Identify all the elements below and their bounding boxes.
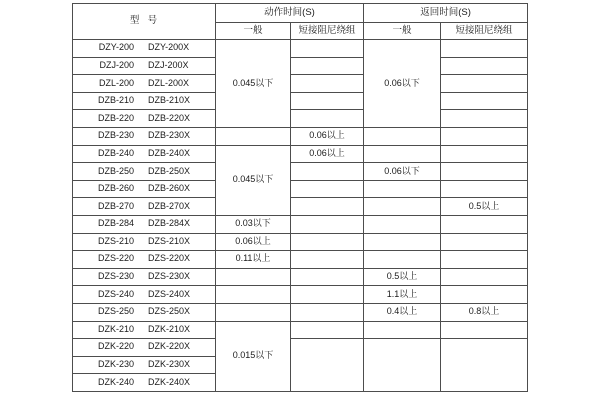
table-row <box>73 145 528 163</box>
cell-action-damping <box>291 40 364 58</box>
cell-action-damping <box>291 198 364 216</box>
cell-action-general: 0.06以上 <box>216 233 291 251</box>
model-pair <box>73 272 215 282</box>
header-action-time: 动作时间(S) <box>216 4 364 23</box>
header-action-damping: 短接阻尼绕组 <box>291 23 364 40</box>
model-name: DZY-200 <box>98 42 134 53</box>
header-row-1 <box>73 4 528 23</box>
cell-action-damping <box>291 215 364 233</box>
table-row <box>73 268 528 286</box>
model-name-x: DZB-220X <box>147 112 191 123</box>
cell-model <box>73 180 216 198</box>
model-name-x: DZB-260X <box>147 183 191 194</box>
cell-model <box>73 75 216 93</box>
cell-return-general <box>364 198 441 216</box>
model-name-x: DZB-270X <box>147 200 191 211</box>
cell-model <box>73 215 216 233</box>
model-pair <box>73 114 215 124</box>
cell-return-general <box>364 145 441 163</box>
cell-return-damping <box>441 110 528 128</box>
cell-action-damping <box>291 92 364 110</box>
cell-return-general <box>364 180 441 198</box>
model-pair <box>73 149 215 159</box>
table-row <box>73 215 528 233</box>
model-pair <box>73 237 215 247</box>
cell-return-damping <box>441 57 528 75</box>
cell-model <box>73 321 216 339</box>
model-name: DZB-220 <box>97 112 134 123</box>
model-name-x: DZB-240X <box>147 147 191 158</box>
cell-action-general <box>216 268 291 286</box>
cell-action-general: 0.045以下 <box>216 40 291 128</box>
cell-return-general <box>364 251 441 269</box>
cell-return-damping <box>441 75 528 93</box>
cell-return-general: 0.06以下 <box>364 163 441 181</box>
cell-action-general: 0.015以下 <box>216 321 291 391</box>
cell-action-damping <box>291 163 364 181</box>
cell-return-damping <box>441 233 528 251</box>
cell-action-damping <box>291 268 364 286</box>
model-name-x: DZB-230X <box>147 130 191 141</box>
model-name-x: DZB-210X <box>147 95 191 106</box>
cell-model <box>73 251 216 269</box>
model-name-x: DZK-240X <box>147 376 191 387</box>
model-pair <box>73 360 215 370</box>
table-row <box>73 233 528 251</box>
model-pair <box>73 342 215 352</box>
table-row <box>73 75 528 93</box>
relay-spec-table <box>72 3 528 392</box>
model-name: DZS-220 <box>97 253 134 264</box>
cell-action-general: 0.03以下 <box>216 215 291 233</box>
cell-return-damping: 0.8以上 <box>441 303 528 321</box>
model-name-x: DZB-284X <box>147 218 191 229</box>
table-row <box>73 127 528 145</box>
model-pair <box>73 184 215 194</box>
model-name-x: DZK-220X <box>147 341 191 352</box>
model-pair <box>73 79 215 89</box>
cell-model <box>73 145 216 163</box>
table-row <box>73 286 528 304</box>
model-pair <box>73 167 215 177</box>
cell-return-general <box>364 127 441 145</box>
cell-model <box>73 233 216 251</box>
table-row <box>73 57 528 75</box>
model-name-x: DZK-210X <box>147 323 191 334</box>
model-pair <box>73 202 215 212</box>
model-name: DZS-240 <box>97 288 134 299</box>
cell-action-damping <box>291 57 364 75</box>
cell-action-damping <box>291 233 364 251</box>
cell-action-general <box>216 286 291 304</box>
cell-return-general: 0.06以下 <box>364 40 441 128</box>
cell-action-damping <box>291 286 364 304</box>
cell-return-damping: 0.5以上 <box>441 198 528 216</box>
header-action-general: 一般 <box>216 23 291 40</box>
cell-return-damping <box>441 321 528 339</box>
model-pair <box>73 254 215 264</box>
cell-return-damping <box>441 339 528 392</box>
cell-return-damping <box>441 251 528 269</box>
model-name: DZK-210 <box>97 323 134 334</box>
model-pair <box>73 43 215 53</box>
cell-action-damping <box>291 339 364 392</box>
cell-model <box>73 339 216 357</box>
model-pair <box>73 378 215 388</box>
model-name: DZB-250 <box>97 165 134 176</box>
cell-action-general <box>216 127 291 145</box>
cell-action-damping <box>291 251 364 269</box>
model-name: DZK-220 <box>97 341 134 352</box>
model-name: DZS-250 <box>97 306 134 317</box>
model-pair <box>73 325 215 335</box>
cell-action-general: 0.045以下 <box>216 145 291 215</box>
model-name: DZK-240 <box>97 376 134 387</box>
cell-model <box>73 40 216 58</box>
model-pair <box>73 96 215 106</box>
cell-model <box>73 356 216 374</box>
cell-action-damping: 0.06以上 <box>291 127 364 145</box>
model-pair <box>73 131 215 141</box>
model-pair <box>73 61 215 71</box>
model-pair <box>73 307 215 317</box>
cell-action-damping <box>291 321 364 339</box>
model-name: DZS-210 <box>97 235 134 246</box>
table-row <box>73 339 528 357</box>
cell-action-damping <box>291 110 364 128</box>
cell-action-general <box>216 303 291 321</box>
model-name: DZS-230 <box>97 271 134 282</box>
cell-return-damping <box>441 163 528 181</box>
model-name-x: DZK-230X <box>147 359 191 370</box>
cell-return-general <box>364 233 441 251</box>
cell-return-damping <box>441 92 528 110</box>
model-name: DZB-260 <box>97 183 134 194</box>
cell-model <box>73 163 216 181</box>
header-return-time: 返回时间(S) <box>364 4 528 23</box>
spec-table-container <box>72 3 528 392</box>
cell-model <box>73 303 216 321</box>
cell-action-general: 0.11以上 <box>216 251 291 269</box>
model-name: DZL-200 <box>98 77 134 88</box>
cell-model <box>73 110 216 128</box>
header-return-general: 一般 <box>364 23 441 40</box>
model-name: DZB-210 <box>97 95 134 106</box>
cell-return-damping <box>441 180 528 198</box>
cell-return-general <box>364 321 441 339</box>
cell-model <box>73 374 216 392</box>
cell-return-damping <box>441 286 528 304</box>
cell-return-damping <box>441 215 528 233</box>
model-name: DZB-284 <box>97 218 134 229</box>
cell-model <box>73 57 216 75</box>
table-row <box>73 303 528 321</box>
table-row <box>73 163 528 181</box>
model-pair <box>73 219 215 229</box>
model-name-x: DZJ-200X <box>148 59 189 70</box>
model-name-x: DZS-210X <box>147 235 191 246</box>
cell-model <box>73 92 216 110</box>
cell-return-general: 1.1以上 <box>364 286 441 304</box>
table-row <box>73 92 528 110</box>
table-row <box>73 110 528 128</box>
table-row <box>73 251 528 269</box>
model-name-x: DZS-230X <box>147 271 191 282</box>
model-pair <box>73 290 215 300</box>
cell-action-damping <box>291 303 364 321</box>
header-return-damping: 短接阻尼绕组 <box>441 23 528 40</box>
cell-model <box>73 198 216 216</box>
cell-action-damping <box>291 75 364 93</box>
model-name: DZB-270 <box>97 200 134 211</box>
cell-return-general: 0.5以上 <box>364 268 441 286</box>
model-name-x: DZB-250X <box>147 165 191 176</box>
cell-return-general: 0.4以上 <box>364 303 441 321</box>
model-name-x: DZS-220X <box>147 253 191 264</box>
cell-return-damping <box>441 40 528 58</box>
cell-model <box>73 286 216 304</box>
table-row <box>73 198 528 216</box>
model-name: DZB-230 <box>97 130 134 141</box>
model-name: DZB-240 <box>97 147 134 158</box>
header-model: 型 号 <box>73 4 216 40</box>
table-row <box>73 321 528 339</box>
cell-model <box>73 127 216 145</box>
table-row <box>73 180 528 198</box>
model-name: DZK-230 <box>97 359 134 370</box>
table-row <box>73 40 528 58</box>
cell-action-damping <box>291 180 364 198</box>
cell-return-damping <box>441 268 528 286</box>
cell-return-damping <box>441 145 528 163</box>
model-name-x: DZY-200X <box>147 42 190 53</box>
cell-return-general <box>364 215 441 233</box>
cell-action-damping: 0.06以上 <box>291 145 364 163</box>
cell-return-general <box>364 339 441 392</box>
model-name-x: DZL-200X <box>147 77 190 88</box>
model-name-x: DZS-250X <box>147 306 191 317</box>
model-name: DZJ-200 <box>99 59 134 70</box>
cell-return-damping <box>441 127 528 145</box>
cell-model <box>73 268 216 286</box>
model-name-x: DZS-240X <box>147 288 191 299</box>
